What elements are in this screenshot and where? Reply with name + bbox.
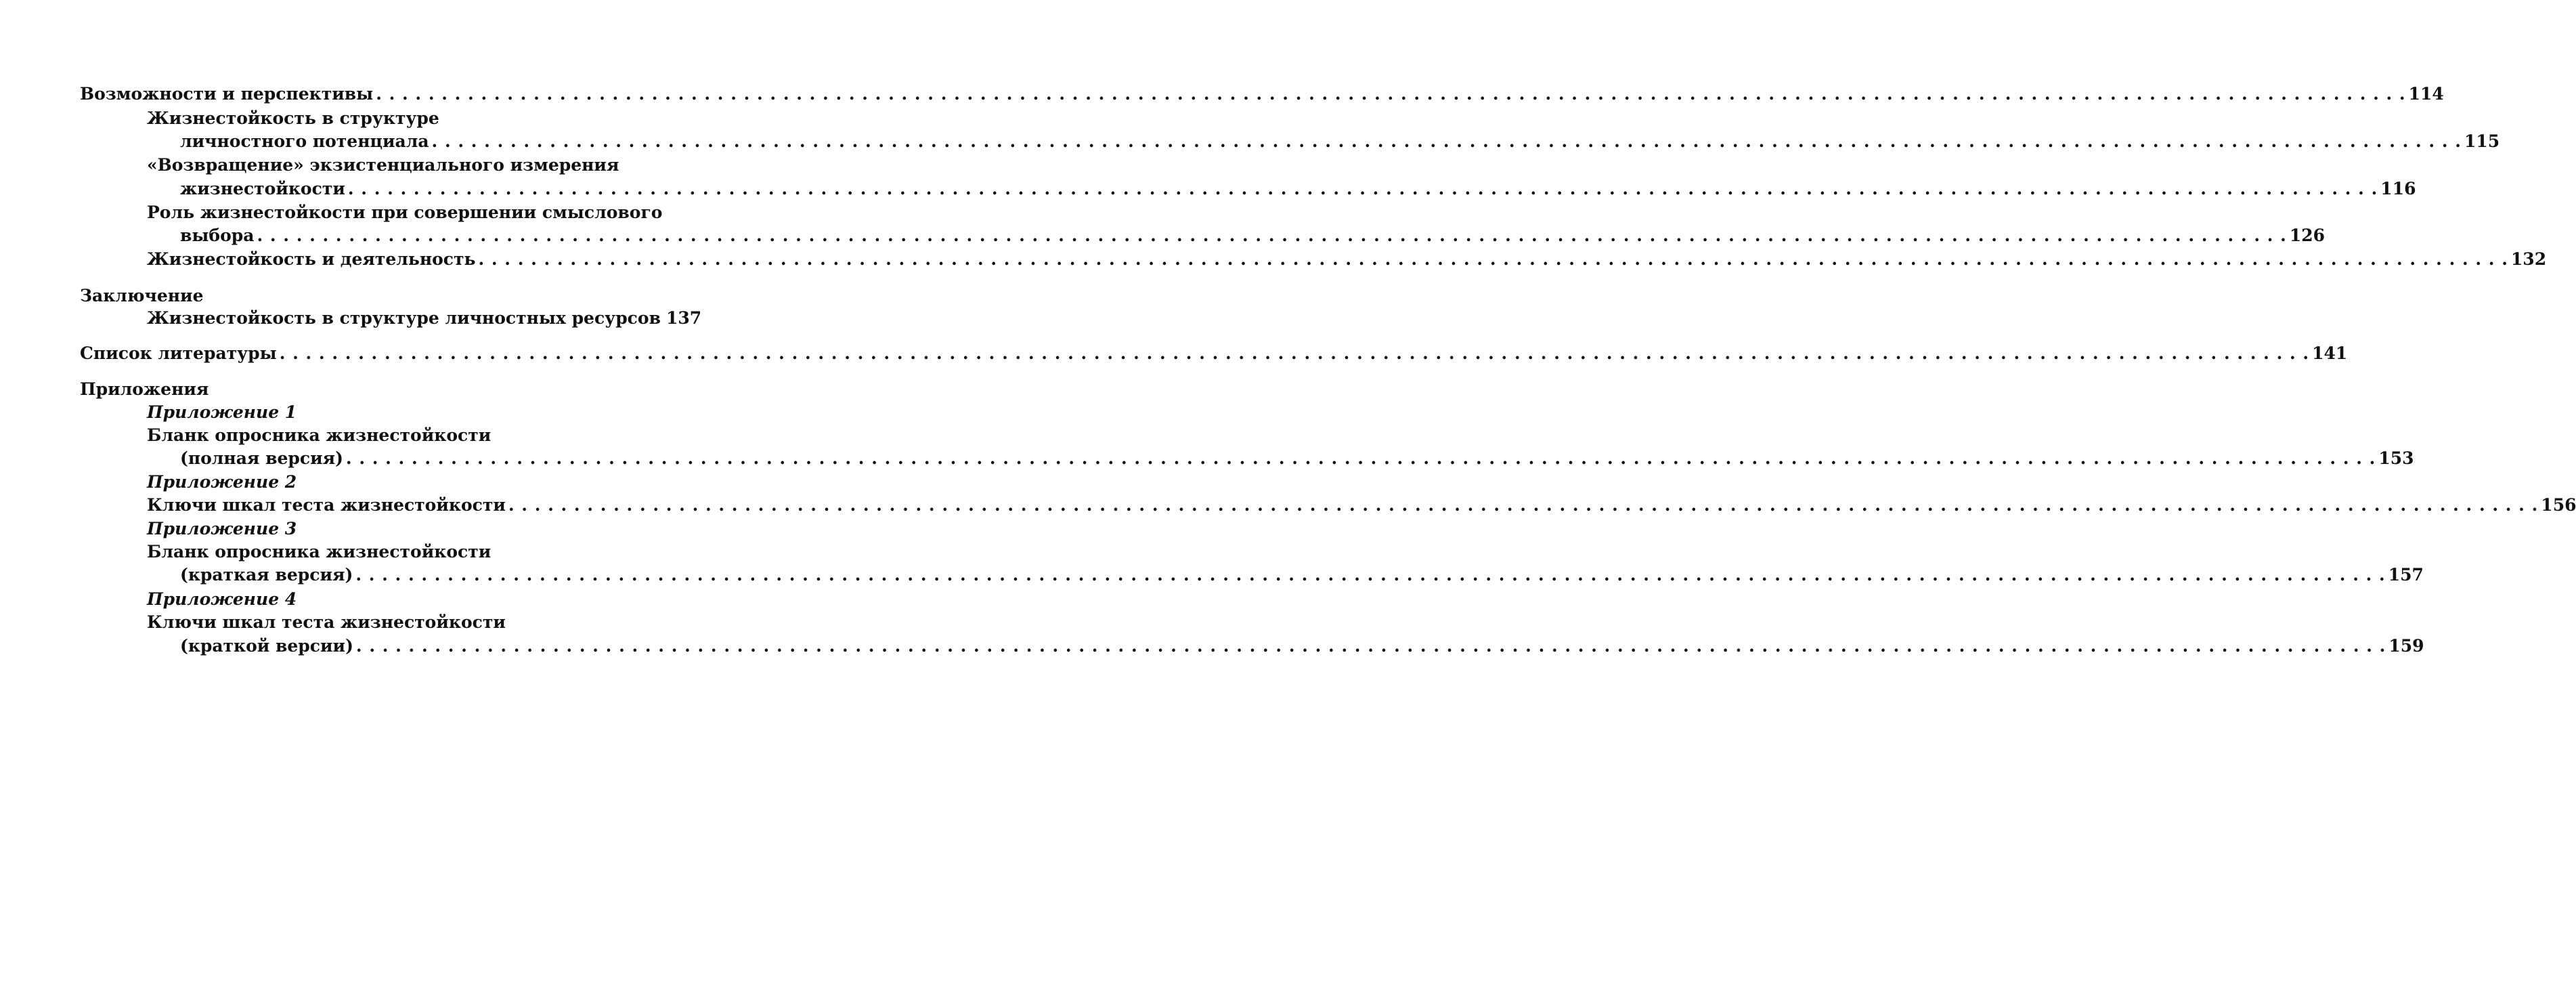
dot-leader	[348, 177, 2378, 201]
toc-entry	[0, 563, 2424, 587]
toc-entry-title: Ключи шкал теста жизнестойкости	[147, 495, 506, 515]
toc-entry-page: 116	[2380, 179, 2416, 198]
toc-entry-title: Жизнестойкость в структуре	[147, 108, 439, 128]
appendix-label: Приложение 3	[147, 519, 297, 538]
toc-entry-title: Ключи шкал теста жизнестойкости	[147, 612, 506, 632]
toc-entry	[0, 82, 2444, 106]
toc-entry-page: 126	[2289, 226, 2326, 245]
toc-entry-title: Жизнестойкость в структуре личностных ресурсов	[147, 308, 661, 328]
toc-entry	[0, 493, 2576, 517]
dot-leader	[346, 446, 2376, 471]
dot-leader	[280, 341, 2309, 366]
appendix-label: Приложение 1	[147, 402, 297, 422]
toc-entry-title: (полная версия)	[180, 448, 343, 468]
toc-entry-title: выбора	[180, 226, 255, 245]
toc-entry	[0, 341, 2348, 366]
toc-entry-title: Роль жизнестойкости при совершении смыслового	[147, 203, 663, 222]
dot-leader	[432, 129, 2462, 154]
toc-entry-page: 141	[2312, 343, 2348, 363]
toc-entry-page: 157	[2388, 565, 2424, 585]
toc-entry	[0, 129, 2500, 154]
toc-entry-page: 137	[665, 308, 702, 328]
toc-entry-title: «Возвращение» экзистенциального измерения	[147, 155, 619, 175]
toc-entry	[0, 224, 2326, 248]
toc-section-heading: Заключение	[80, 286, 204, 305]
dot-leader	[356, 634, 2386, 658]
toc-entry-page: 159	[2388, 636, 2424, 656]
toc-entry-title: Жизнестойкость и деятельность	[147, 249, 476, 269]
toc-entry-page: 114	[2408, 84, 2444, 104]
toc-entry-page: 115	[2464, 131, 2500, 151]
dot-leader	[355, 563, 2385, 587]
toc-entry-page: 156	[2541, 495, 2576, 515]
toc-entry	[0, 446, 2414, 471]
toc-entry-title: (краткой версии)	[180, 636, 353, 656]
toc-entry-title: Бланк опросника жизнестойкости	[147, 542, 492, 562]
toc-entry	[0, 306, 702, 331]
toc-entry	[0, 177, 2416, 201]
dot-leader	[376, 82, 2405, 106]
dot-leader	[257, 224, 2286, 248]
toc-entry-title: жизнестойкости	[180, 179, 345, 198]
dot-leader	[478, 247, 2508, 272]
toc-entry-title: Бланк опросника жизнестойкости	[147, 425, 492, 445]
toc-entry	[0, 247, 2547, 272]
toc-entry	[0, 634, 2424, 658]
toc-section-heading: Приложения	[80, 379, 209, 399]
toc-entry-page: 153	[2378, 448, 2414, 468]
toc-entry-title: Возможности и перспективы	[80, 84, 374, 104]
toc-entry-page: 132	[2510, 249, 2547, 269]
appendix-label: Приложение 2	[147, 472, 297, 492]
dot-leader	[508, 493, 2538, 517]
toc-entry-title: Список литературы	[80, 343, 277, 363]
toc-entry-title: личностного потенциала	[180, 131, 429, 151]
toc-entry-title: (краткая версия)	[180, 565, 353, 585]
appendix-label: Приложение 4	[147, 589, 297, 609]
